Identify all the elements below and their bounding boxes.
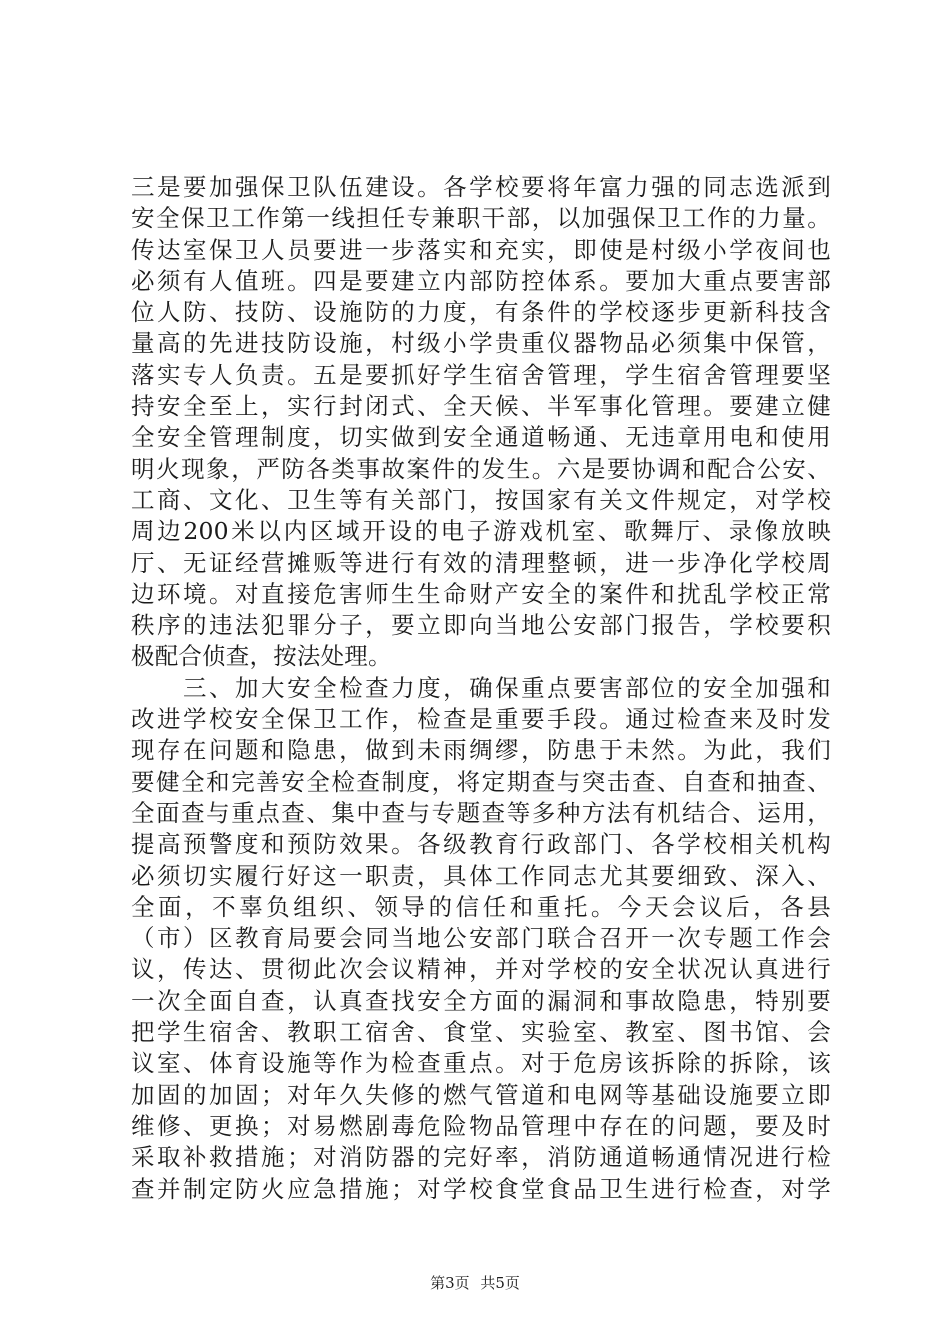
text-line: 位人防、技防、设施防的力度，有条件的学校逐步更新科技含	[131, 298, 831, 327]
text-line: 全面查与重点查、集中查与专题查等多种方法有机结合、运用，	[131, 798, 831, 827]
text-line: 现存在问题和隐患，做到未雨绸缪，防患于未然。为此，我们	[131, 736, 831, 765]
text-line: 秩序的违法犯罪分子，要立即向当地公安部门报告，学校要积	[131, 611, 831, 640]
text-line: 一次全面自查，认真查找安全方面的漏洞和事故隐患，特别要	[131, 986, 831, 1015]
text-line: 查并制定防火应急措施；对学校食堂食品卫生进行检查，对学	[131, 1174, 831, 1203]
text-line: 量高的先进技防设施，村级小学贵重仪器物品必须集中保管，	[131, 329, 831, 358]
page-footer	[0, 1273, 950, 1293]
text-line: 三、加大安全检查力度，确保重点要害部位的安全加强和	[131, 673, 831, 702]
text-line: 明火现象，严防各类事故案件的发生。六是要协调和配合公安、	[131, 454, 831, 483]
text-line: 采取补救措施；对消防器的完好率，消防通道畅通情况进行检	[131, 1143, 831, 1172]
text-line: 必须切实履行好这一职责，具体工作同志尤其要细致、深入、	[131, 861, 831, 890]
text-line: 厅、无证经营摊贩等进行有效的清理整顿，进一步净化学校周	[131, 548, 831, 577]
text-line: 周边200米以内区域开设的电子游戏机室、歌舞厅、录像放映	[131, 517, 831, 546]
text-line: （市）区教育局要会同当地公安部门联合召开一次专题工作会	[131, 924, 831, 953]
text-line: 改进学校安全保卫工作，检查是重要手段。通过检查来及时发	[131, 705, 831, 734]
text-line: 加固的加固；对年久失修的燃气管道和电网等基础设施要立即	[131, 1080, 831, 1109]
text-line: 全安全管理制度，切实做到安全通道畅通、无违章用电和使用	[131, 423, 831, 452]
text-line: 持安全至上，实行封闭式、全天候、半军事化管理。要建立健	[131, 392, 831, 421]
page-total: 共5页	[480, 1274, 520, 1292]
text-line: 极配合侦查，按法处理。	[131, 642, 392, 671]
text-line: 安全保卫工作第一线担任专兼职干部，以加强保卫工作的力量。	[131, 204, 831, 233]
text-line: 工商、文化、卫生等有关部门，按国家有关文件规定，对学校	[131, 485, 831, 514]
text-line: 传达室保卫人员要进一步落实和充实，即使是村级小学夜间也	[131, 235, 831, 264]
text-line: 提高预警度和预防效果。各级教育行政部门、各学校相关机构	[131, 830, 831, 859]
body-text	[131, 172, 831, 1205]
text-line: 全面，不辜负组织、领导的信任和重托。今天会议后，各县	[131, 892, 831, 921]
text-line: 维修、更换；对易燃剧毒危险物品管理中存在的问题，要及时	[131, 1111, 831, 1140]
text-line: 三是要加强保卫队伍建设。各学校要将年富力强的同志选派到	[131, 173, 831, 201]
text-line: 把学生宿舍、教职工宿舍、食堂、实验室、教室、图书馆、会	[131, 1018, 831, 1047]
text-line: 落实专人负责。五是要抓好学生宿舍管理，学生宿舍管理要坚	[131, 360, 831, 389]
text-line: 议室、体育设施等作为检查重点。对于危房该拆除的拆除，该	[131, 1049, 831, 1078]
text-line: 要健全和完善安全检查制度，将定期查与突击查、自查和抽查、	[131, 767, 831, 796]
text-line: 边环境。对直接危害师生生命财产安全的案件和扰乱学校正常	[131, 579, 831, 608]
text-line: 必须有人值班。四是要建立内部防控体系。要加大重点要害部	[131, 266, 831, 295]
page-number: 第3页	[430, 1274, 470, 1292]
text-line: 议，传达、贯彻此次会议精神，并对学校的安全状况认真进行	[131, 955, 831, 984]
